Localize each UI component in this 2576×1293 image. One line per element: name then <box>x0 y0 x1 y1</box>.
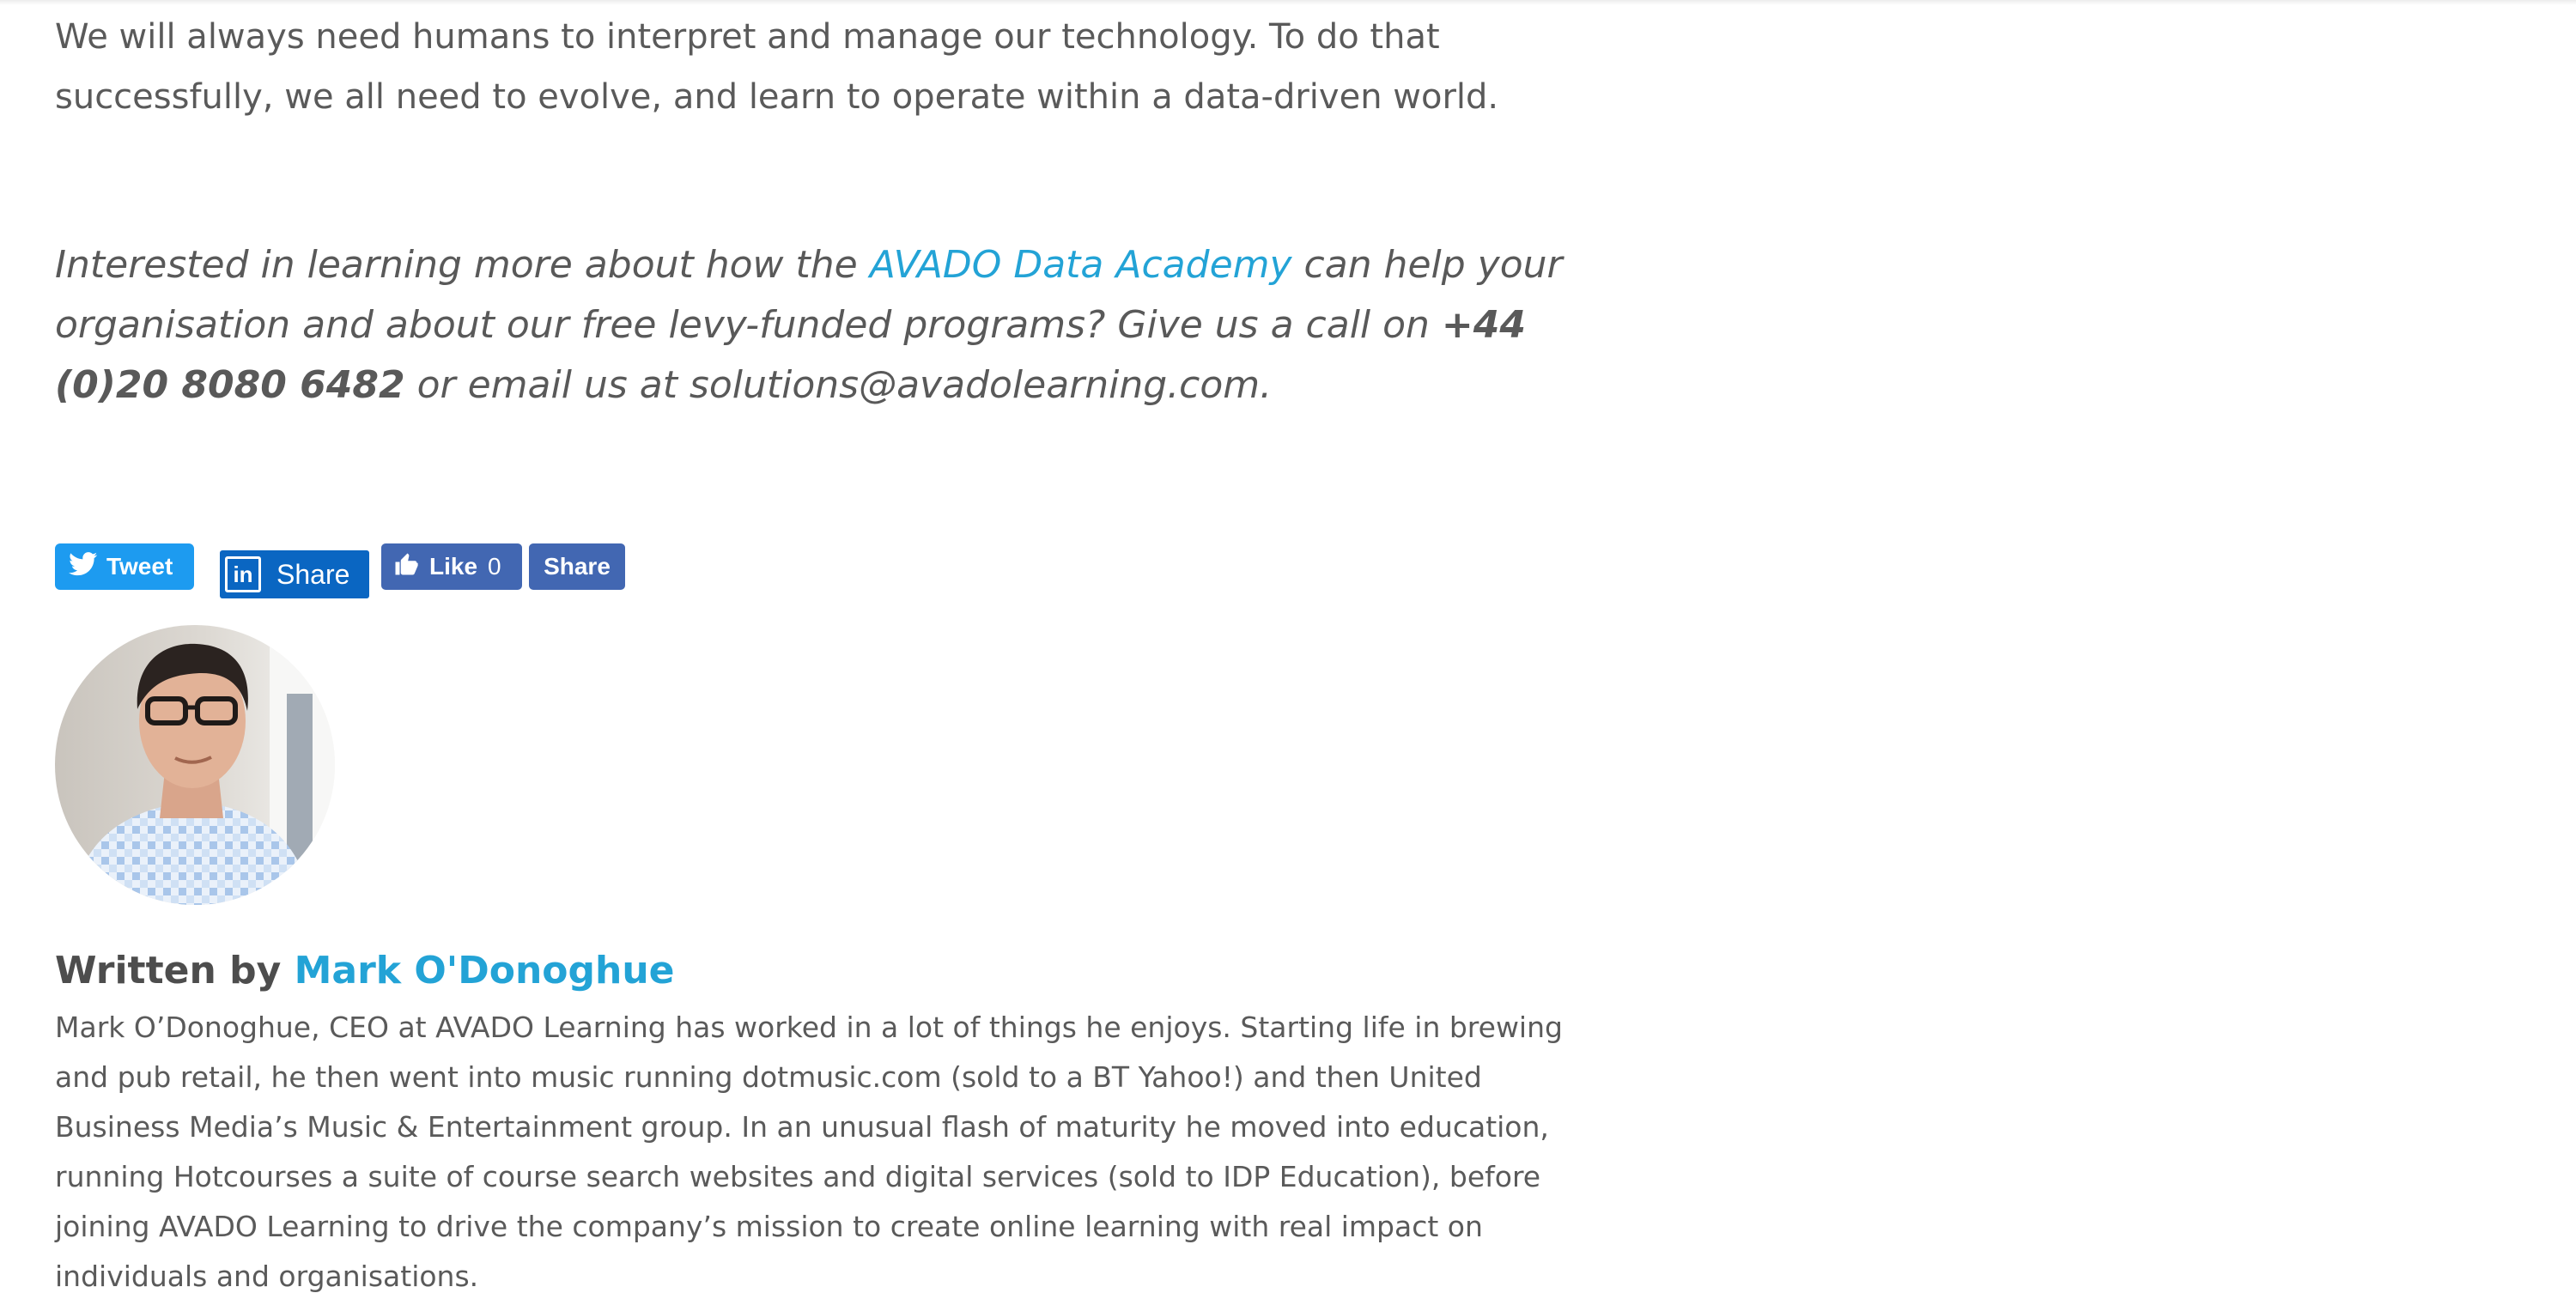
phone-number: +44 (0)20 8080 6482 <box>55 303 1527 407</box>
avado-data-academy-link[interactable]: AVADO Data Academy <box>869 243 1292 287</box>
cta-text-3: or email us at solutions@avadolearning.com. <box>404 363 1273 407</box>
top-shadow <box>0 0 2576 5</box>
facebook-like-button[interactable] <box>381 543 522 590</box>
intro-paragraph: We will always need humans to interpret and manage our technology. To do that successfully, we all need to evolve, and learn to operate within a data-driven world. <box>55 17 1499 117</box>
author-avatar <box>55 625 335 905</box>
like-count: 0 <box>488 553 501 580</box>
thumbs-up-icon <box>393 551 419 583</box>
author-block <box>55 944 1601 1293</box>
linkedin-share-label: Share <box>276 558 350 590</box>
linkedin-share-button[interactable] <box>220 550 369 598</box>
cta-text-1: Interested in learning more about how the <box>55 243 870 287</box>
author-heading <box>55 944 1601 998</box>
facebook-share-button[interactable] <box>529 543 625 590</box>
like-label: Like <box>429 553 478 580</box>
facebook-share-label: Share <box>544 553 611 580</box>
article-content <box>55 7 1626 416</box>
cta-paragraph <box>55 235 1626 416</box>
cta-text-2: can help your organisation and about our free levy-funded programs? Give us a call on <box>55 243 1563 347</box>
author-bio: Mark O’Donoghue, CEO at AVADO Learning has worked in a lot of things he enjoys. Starting life in brewing and pub retail, he then went into music running dotmusic.com (sold to a BT Yahoo!) and then United Business Media’s Music & Entertainment group. In an unusual flash of maturity he moved into education, running Hotcourses a suite of course search websites and digital services (sold to IDP Education), before joining AVADO Learning to drive the company’s mission to create online learning with real impact on individuals and organisations. <box>55 1011 1563 1293</box>
twitter-bird-icon <box>69 552 98 582</box>
tweet-button[interactable] <box>55 543 194 590</box>
author-name-link[interactable]: Mark O'Donoghue <box>294 949 675 993</box>
tweet-label: Tweet <box>106 553 173 580</box>
written-by-label: Written by <box>55 949 295 993</box>
linkedin-icon: in <box>225 556 261 592</box>
